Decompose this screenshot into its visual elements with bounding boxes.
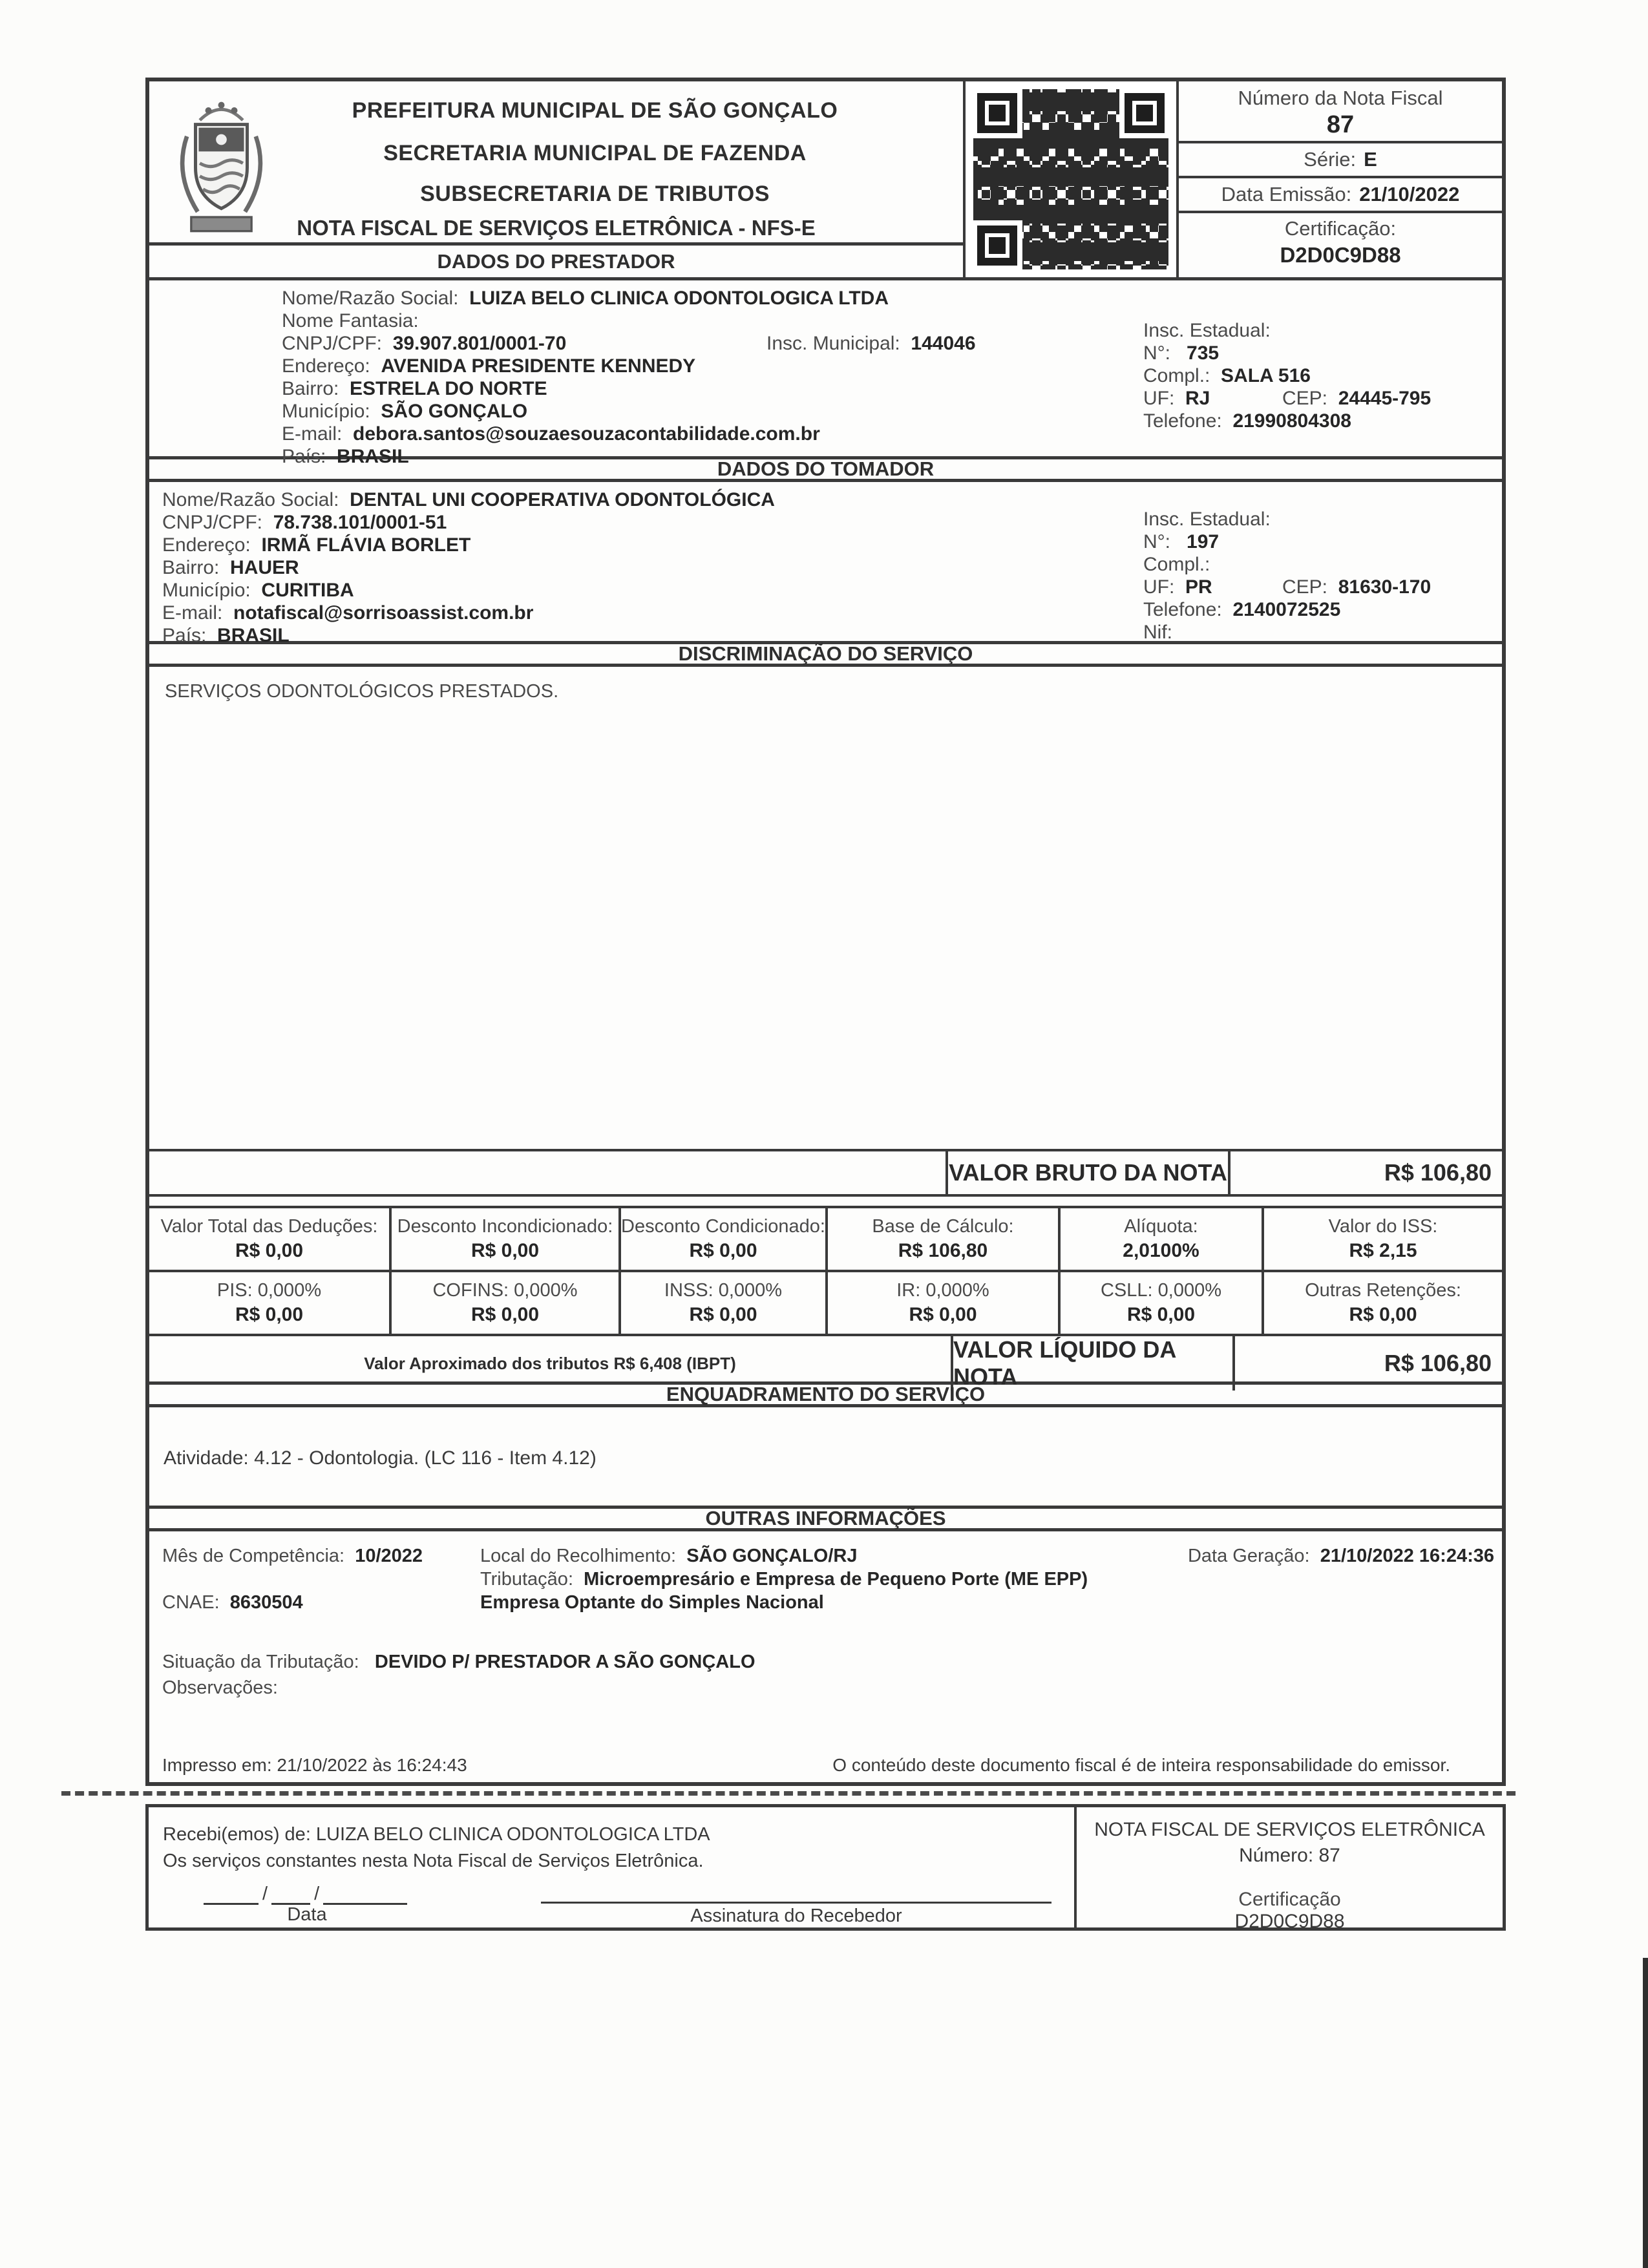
tomador-municipio-value: CURITIBA [261, 580, 354, 601]
taxes-cell: INSS: 0,000% R$ 0,00 [621, 1272, 828, 1336]
prestador-section [149, 280, 1502, 467]
receipt-cert-value: D2D0C9D88 [1234, 1911, 1345, 1932]
scan-edge-artifact [1643, 1958, 1648, 2268]
qr-finder-icon [977, 226, 1017, 266]
issuer-dept: SECRETARIA MUNICIPAL DE FAZENDA [383, 141, 807, 165]
services-note-line: Os serviços constantes nesta Nota Fiscal de Serviços Eletrônica. [163, 1851, 704, 1871]
prestador-cnpj-label: CNPJ/CPF: [282, 333, 383, 354]
prestador-razao-value: LUIZA BELO CLINICA ODONTOLOGICA LTDA [469, 288, 889, 309]
issuer-name: PREFEITURA MUNICIPAL DE SÃO GONÇALO [352, 98, 838, 123]
document-title: NOTA FISCAL DE SERVIÇOS ELETRÔNICA - NFS-E [297, 216, 816, 240]
tomador-state-block: Insc. Estadual: N°: 197 Compl.: UF: PR CEP: 81630-170 Telefone: 2140072525 Nif: [1143, 509, 1431, 643]
receipt-right-panel [1074, 1807, 1503, 1932]
prestador-bairro-label: Bairro: [282, 378, 339, 399]
tomador-bairro-label: Bairro: [162, 557, 220, 578]
receipt-nfse-title: NOTA FISCAL DE SERVIÇOS ELETRÔNICA [1094, 1819, 1485, 1840]
outras-informacoes-body [149, 1531, 1502, 1782]
prestador-email-label: E-mail: [282, 423, 343, 445]
prestador-state-block: Insc. Estadual: N°: 735 Compl.: SALA 516 UF: RJ CEP: 24445-795 Telefone: 21990804308 [1143, 320, 1431, 432]
received-from-line: Recebi(emos) de: LUIZA BELO CLINICA ODONTOLOGICA LTDA [163, 1824, 710, 1845]
nota-number-value: 87 [1326, 111, 1355, 138]
spacer [149, 1197, 1502, 1206]
taxation-status: Situação da Tributação: DEVIDO P/ PRESTADOR A SÃO GONÇALO [162, 1652, 755, 1672]
section-title-enquadramento: ENQUADRAMENTO DO SERVIÇO [149, 1381, 1502, 1407]
receipt-stub [145, 1804, 1506, 1931]
generation-date: Data Geração: 21/10/2022 16:24:36 [1187, 1546, 1494, 1566]
section-title-prestador: DADOS DO PRESTADOR [149, 242, 963, 277]
prestador-fantasia-label: Nome Fantasia: [282, 310, 419, 331]
qr-panel [966, 81, 1179, 277]
tomador-email-value: notafiscal@sorrisoassist.com.br [233, 602, 534, 624]
prestador-cep: CEP: 24445-795 [1282, 388, 1431, 409]
deductions-cell: Valor Total das Deduções: R$ 0,00 [149, 1208, 392, 1272]
activity-line: Atividade: 4.12 - Odontologia. (LC 116 - Item 4.12) [164, 1447, 597, 1469]
date-blanks: / / [204, 1884, 410, 1905]
issuer-header [149, 81, 966, 277]
prestador-cnpj-value: 39.907.801/0001-70 [392, 333, 567, 354]
nota-issue-date-cell [1179, 178, 1502, 213]
deductions-cell: Base de Cálculo: R$ 106,80 [828, 1208, 1061, 1272]
taxes-cell: CSLL: 0,000% R$ 0,00 [1061, 1272, 1264, 1336]
tomador-pais-value: BRASIL [217, 625, 290, 646]
taxes-cell: PIS: 0,000% R$ 0,00 [149, 1272, 392, 1336]
net-value-amount: R$ 106,80 [1384, 1350, 1492, 1376]
tomador-cep: CEP: 81630-170 [1282, 576, 1431, 598]
signature-line [541, 1902, 1051, 1904]
taxes-cell: COFINS: 0,000% R$ 0,00 [392, 1272, 621, 1336]
tomador-endereco-label: Endereço: [162, 534, 251, 556]
prestador-razao-label: Nome/Razão Social: [282, 288, 459, 309]
deductions-cell: Desconto Condicionado: R$ 0,00 [621, 1208, 828, 1272]
tomador-bairro-value: HAUER [230, 557, 299, 578]
certification-label: Certificação: [1284, 217, 1397, 240]
date-label: Data [287, 1904, 327, 1925]
observations-label: Observações: [162, 1677, 278, 1698]
tomador-razao-label: Nome/Razão Social: [162, 489, 339, 510]
enquadramento-body [149, 1407, 1502, 1506]
series-label: Série: [1304, 148, 1357, 171]
issue-date-value: 21/10/2022 [1359, 183, 1460, 205]
nota-number-label: Número da Nota Fiscal [1238, 87, 1443, 109]
invoice-body [145, 78, 1506, 1786]
deductions-cell: Desconto Incondicionado: R$ 0,00 [392, 1208, 621, 1272]
gross-value-spacer [149, 1151, 945, 1194]
section-title-outras: OUTRAS INFORMAÇÕES [149, 1506, 1502, 1531]
nota-series-cell [1179, 143, 1502, 178]
issuer-subdept: SUBSECRETARIA DE TRIBUTOS [420, 182, 770, 206]
signature-label: Assinatura do Recebedor [690, 1906, 902, 1926]
receipt-left-panel [149, 1807, 1074, 1927]
receipt-cert-label: Certificação [1238, 1889, 1341, 1910]
gross-value-row [149, 1149, 1502, 1197]
tomador-pais-label: País: [162, 625, 207, 646]
prestador-pais-label: País: [282, 446, 326, 467]
nota-number-cell [1179, 81, 1502, 143]
section-title-tomador: DADOS DO TOMADOR [149, 456, 1502, 482]
service-description: SERVIÇOS ODONTOLÓGICOS PRESTADOS. [165, 681, 559, 702]
gross-value-amount: R$ 106,80 [1228, 1151, 1502, 1194]
cut-dashed-line [61, 1791, 1516, 1796]
invoice-header [149, 81, 1502, 280]
prestador-endereco-label: Endereço: [282, 355, 370, 377]
series-value: E [1364, 148, 1377, 171]
tomador-endereco-value: IRMÃ FLÁVIA BORLET [261, 534, 471, 556]
qr-finder-icon [977, 93, 1017, 133]
simples-nacional-note: Empresa Optante do Simples Nacional [480, 1592, 824, 1613]
prestador-pais-value: BRASIL [337, 446, 409, 467]
prestador-bairro-value: ESTRELA DO NORTE [350, 378, 547, 399]
tomador-email-label: E-mail: [162, 602, 223, 624]
tomador-cnpj-label: CNPJ/CPF: [162, 512, 263, 533]
tomador-cnpj-value: 78.738.101/0001-51 [273, 512, 447, 533]
taxes-cell: IR: 0,000% R$ 0,00 [828, 1272, 1061, 1336]
certification-value: D2D0C9D88 [1280, 243, 1401, 267]
competencia-month: Mês de Competência: 10/2022 [162, 1546, 423, 1566]
taxes-cell: Outras Retenções: R$ 0,00 [1264, 1272, 1502, 1336]
receipt-nota-number: Número: 87 [1239, 1845, 1340, 1866]
taxation-regime: Tributação: Microempresário e Empresa de Pequeno Porte (ME EPP) [480, 1569, 1088, 1590]
prestador-municipio-value: SÃO GONÇALO [381, 401, 528, 422]
deductions-row [149, 1206, 1502, 1336]
service-description-area [149, 667, 1502, 1149]
deductions-cell: Valor do ISS: R$ 2,15 [1264, 1208, 1502, 1272]
tomador-razao-value: DENTAL UNI COOPERATIVA ODONTOLÓGICA [350, 489, 775, 510]
nota-info-panel [1179, 81, 1502, 277]
prestador-municipio-label: Município: [282, 401, 370, 422]
tomador-section [149, 482, 1502, 646]
collection-place: Local do Recolhimento: SÃO GONÇALO/RJ [480, 1546, 858, 1566]
issue-date-label: Data Emissão: [1221, 183, 1352, 205]
qr-finder-icon [1125, 93, 1165, 133]
qr-code-icon [973, 89, 1168, 269]
section-title-discriminacao: DISCRIMINAÇÃO DO SERVIÇO [149, 641, 1502, 667]
prestador-email-value: debora.santos@souzaesouzacontabilidade.com.br [353, 423, 820, 445]
prestador-endereco-value: AVENIDA PRESIDENTE KENNEDY [381, 355, 696, 377]
nota-certification-cell [1179, 213, 1502, 277]
printed-at: Impresso em: 21/10/2022 às 16:24:43 [162, 1755, 467, 1775]
gross-value-label: VALOR BRUTO DA NOTA [945, 1151, 1228, 1194]
prestador-insc-municipal: Insc. Municipal: 144046 [766, 333, 976, 354]
issuer-responsibility-note: O conteúdo deste documento fiscal é de inteira responsabilidade do emissor. [832, 1755, 1450, 1775]
approx-taxes-note: Valor Aproximado dos tributos R$ 6,408 (IBPT) [364, 1353, 736, 1373]
cnae-code: CNAE: 8630504 [162, 1592, 303, 1613]
deductions-cell: Alíquota: 2,0100% [1061, 1208, 1264, 1272]
tomador-municipio-label: Município: [162, 580, 251, 601]
net-value-row [149, 1336, 1502, 1390]
net-value-label: VALOR LÍQUIDO DA NOTA [951, 1336, 1235, 1391]
